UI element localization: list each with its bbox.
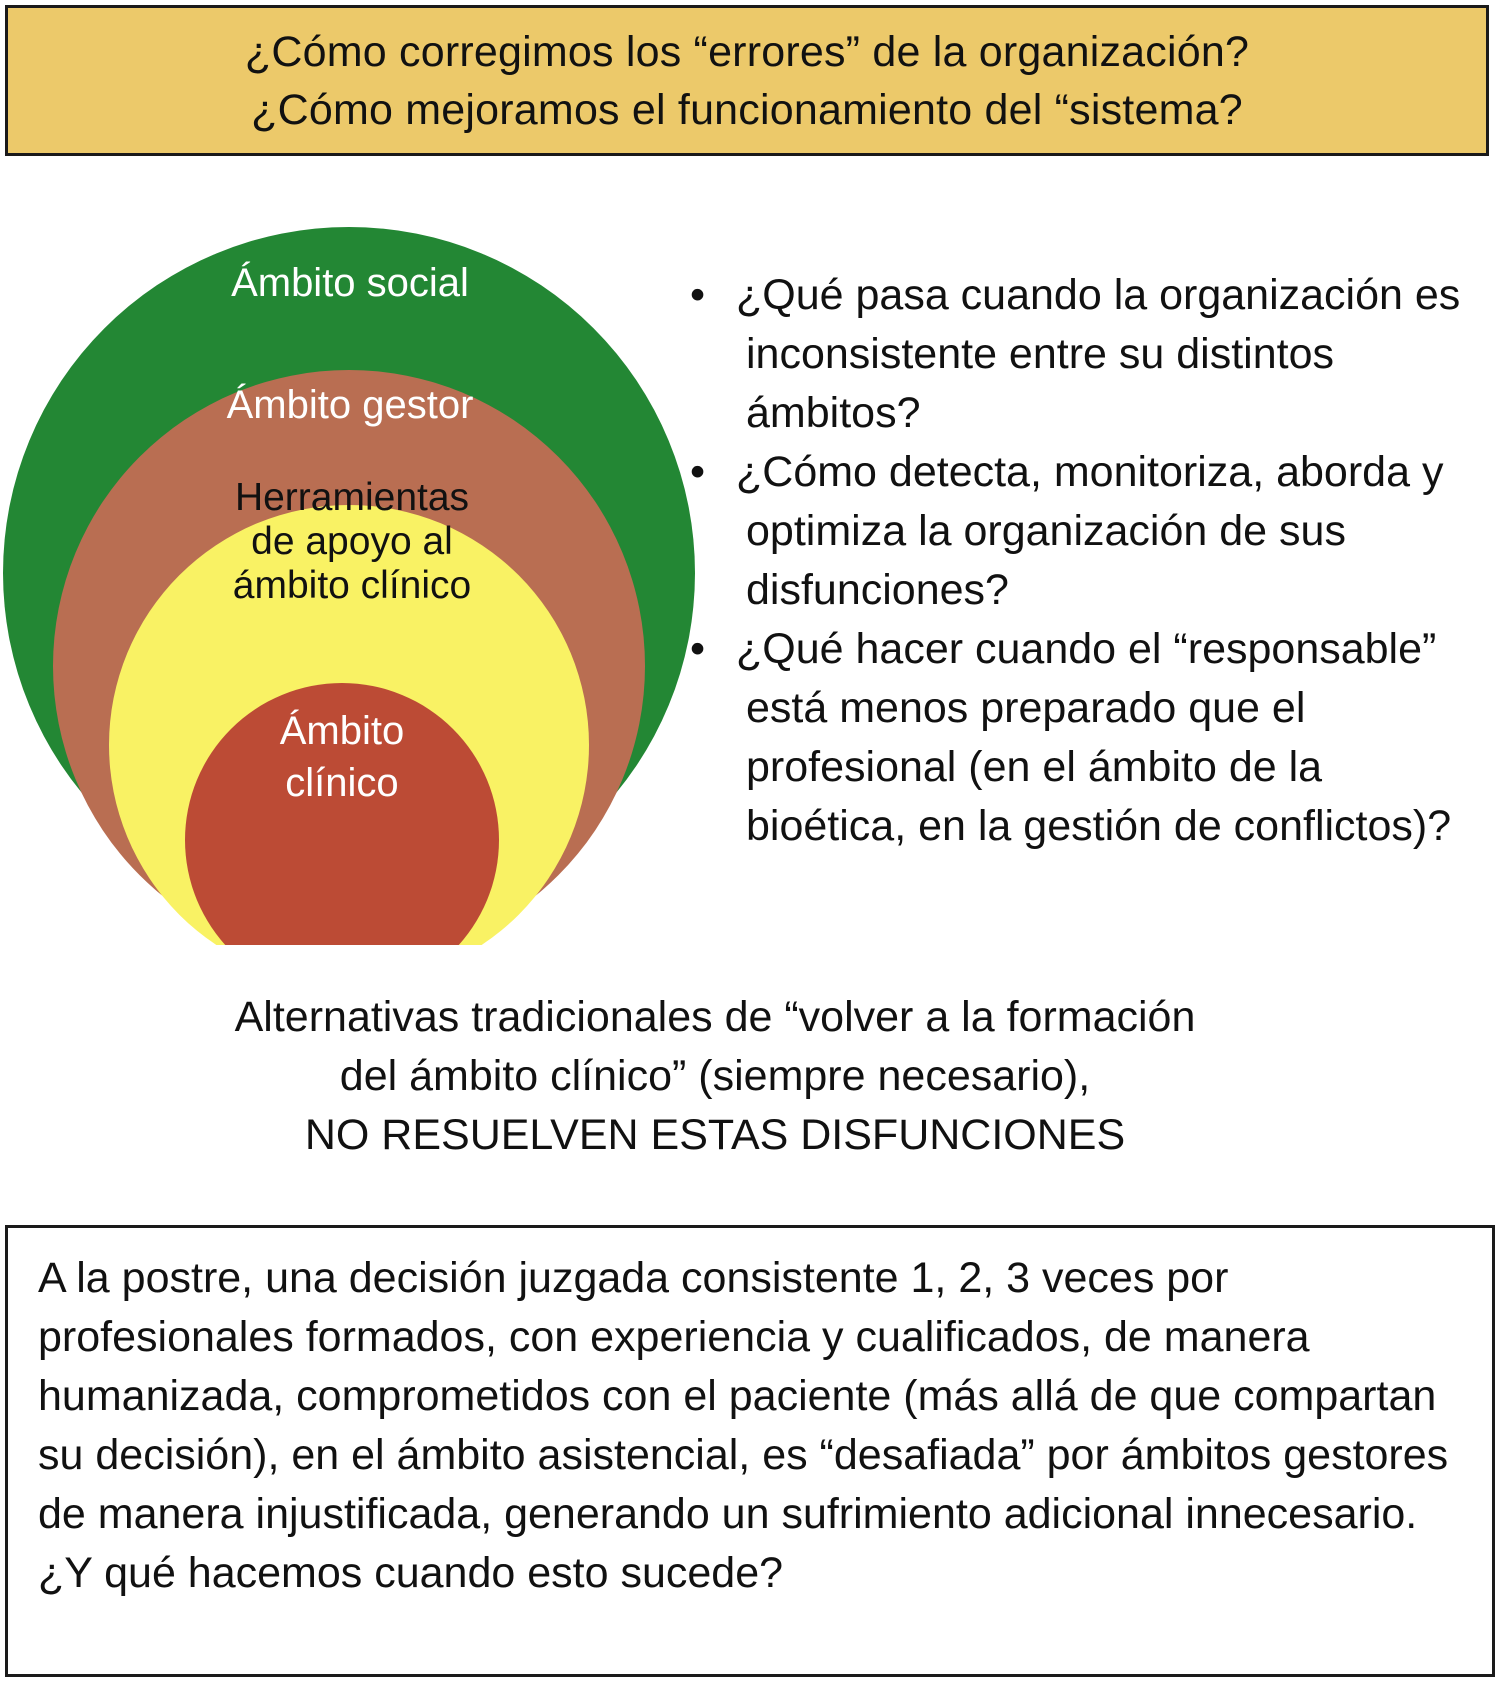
label-ambito-gestor: Ámbito gestor (226, 383, 474, 427)
header-box (5, 5, 1489, 156)
bullet-point: • (690, 271, 706, 319)
question-item (692, 266, 1492, 443)
question-item (692, 620, 1492, 856)
conclusion-box (5, 1225, 1495, 1677)
nested-circles-diagram (0, 225, 720, 945)
label-ambito-clinico-line-1: Ámbito (279, 709, 405, 753)
label-herramientas-line-2: de apoyo al (251, 520, 453, 563)
alternatives-statement (0, 988, 1430, 1165)
question-list (692, 266, 1492, 856)
header-question-2: ¿Cómo mejoramos el funcionamiento del “sistema? (251, 85, 1243, 134)
bullet-point: • (690, 625, 706, 673)
question-text: ¿Cómo detecta, monitoriza, aborda y optimiza la organización de sus disfunciones? (736, 448, 1444, 614)
label-ambito-clinico-line-2: clínico (285, 761, 399, 805)
question-text: ¿Qué hacer cuando el “responsable” está menos preparado que el profesional (en el ámbito de la bioética, en la gestión de conflictos)? (736, 625, 1452, 850)
question-text: ¿Qué pasa cuando la organización es inconsistente entre su distintos ámbitos? (736, 271, 1461, 437)
label-herramientas-line-3: ámbito clínico (232, 564, 472, 607)
question-item (692, 443, 1492, 620)
label-ambito-social: Ámbito social (231, 261, 469, 305)
alternatives-line-1: Alternativas tradicionales de “volver a la formación (234, 993, 1196, 1041)
bullet-point: • (690, 448, 706, 496)
header-question-1: ¿Cómo corregimos los “errores” de la organización? (244, 27, 1250, 76)
conclusion-text: A la postre, una decisión juzgada consistente 1, 2, 3 veces por profesionales formados, con experiencia y cualificados, de manera humanizada, comprometidos con el paciente (más allá de que compartan su decisión), en el ámbito asistencial, es “desafiada” por ámbitos gestores de manera injustificada, generando un sufrimiento adicional innecesario. ¿Y qué hacemos cuando esto sucede? (38, 1254, 1449, 1597)
alternatives-line-3: NO RESUELVEN ESTAS DISFUNCIONES (304, 1111, 1126, 1159)
alternatives-line-2: del ámbito clínico” (siempre necesario), (339, 1052, 1091, 1100)
label-herramientas-line-1: Herramientas (234, 476, 470, 519)
